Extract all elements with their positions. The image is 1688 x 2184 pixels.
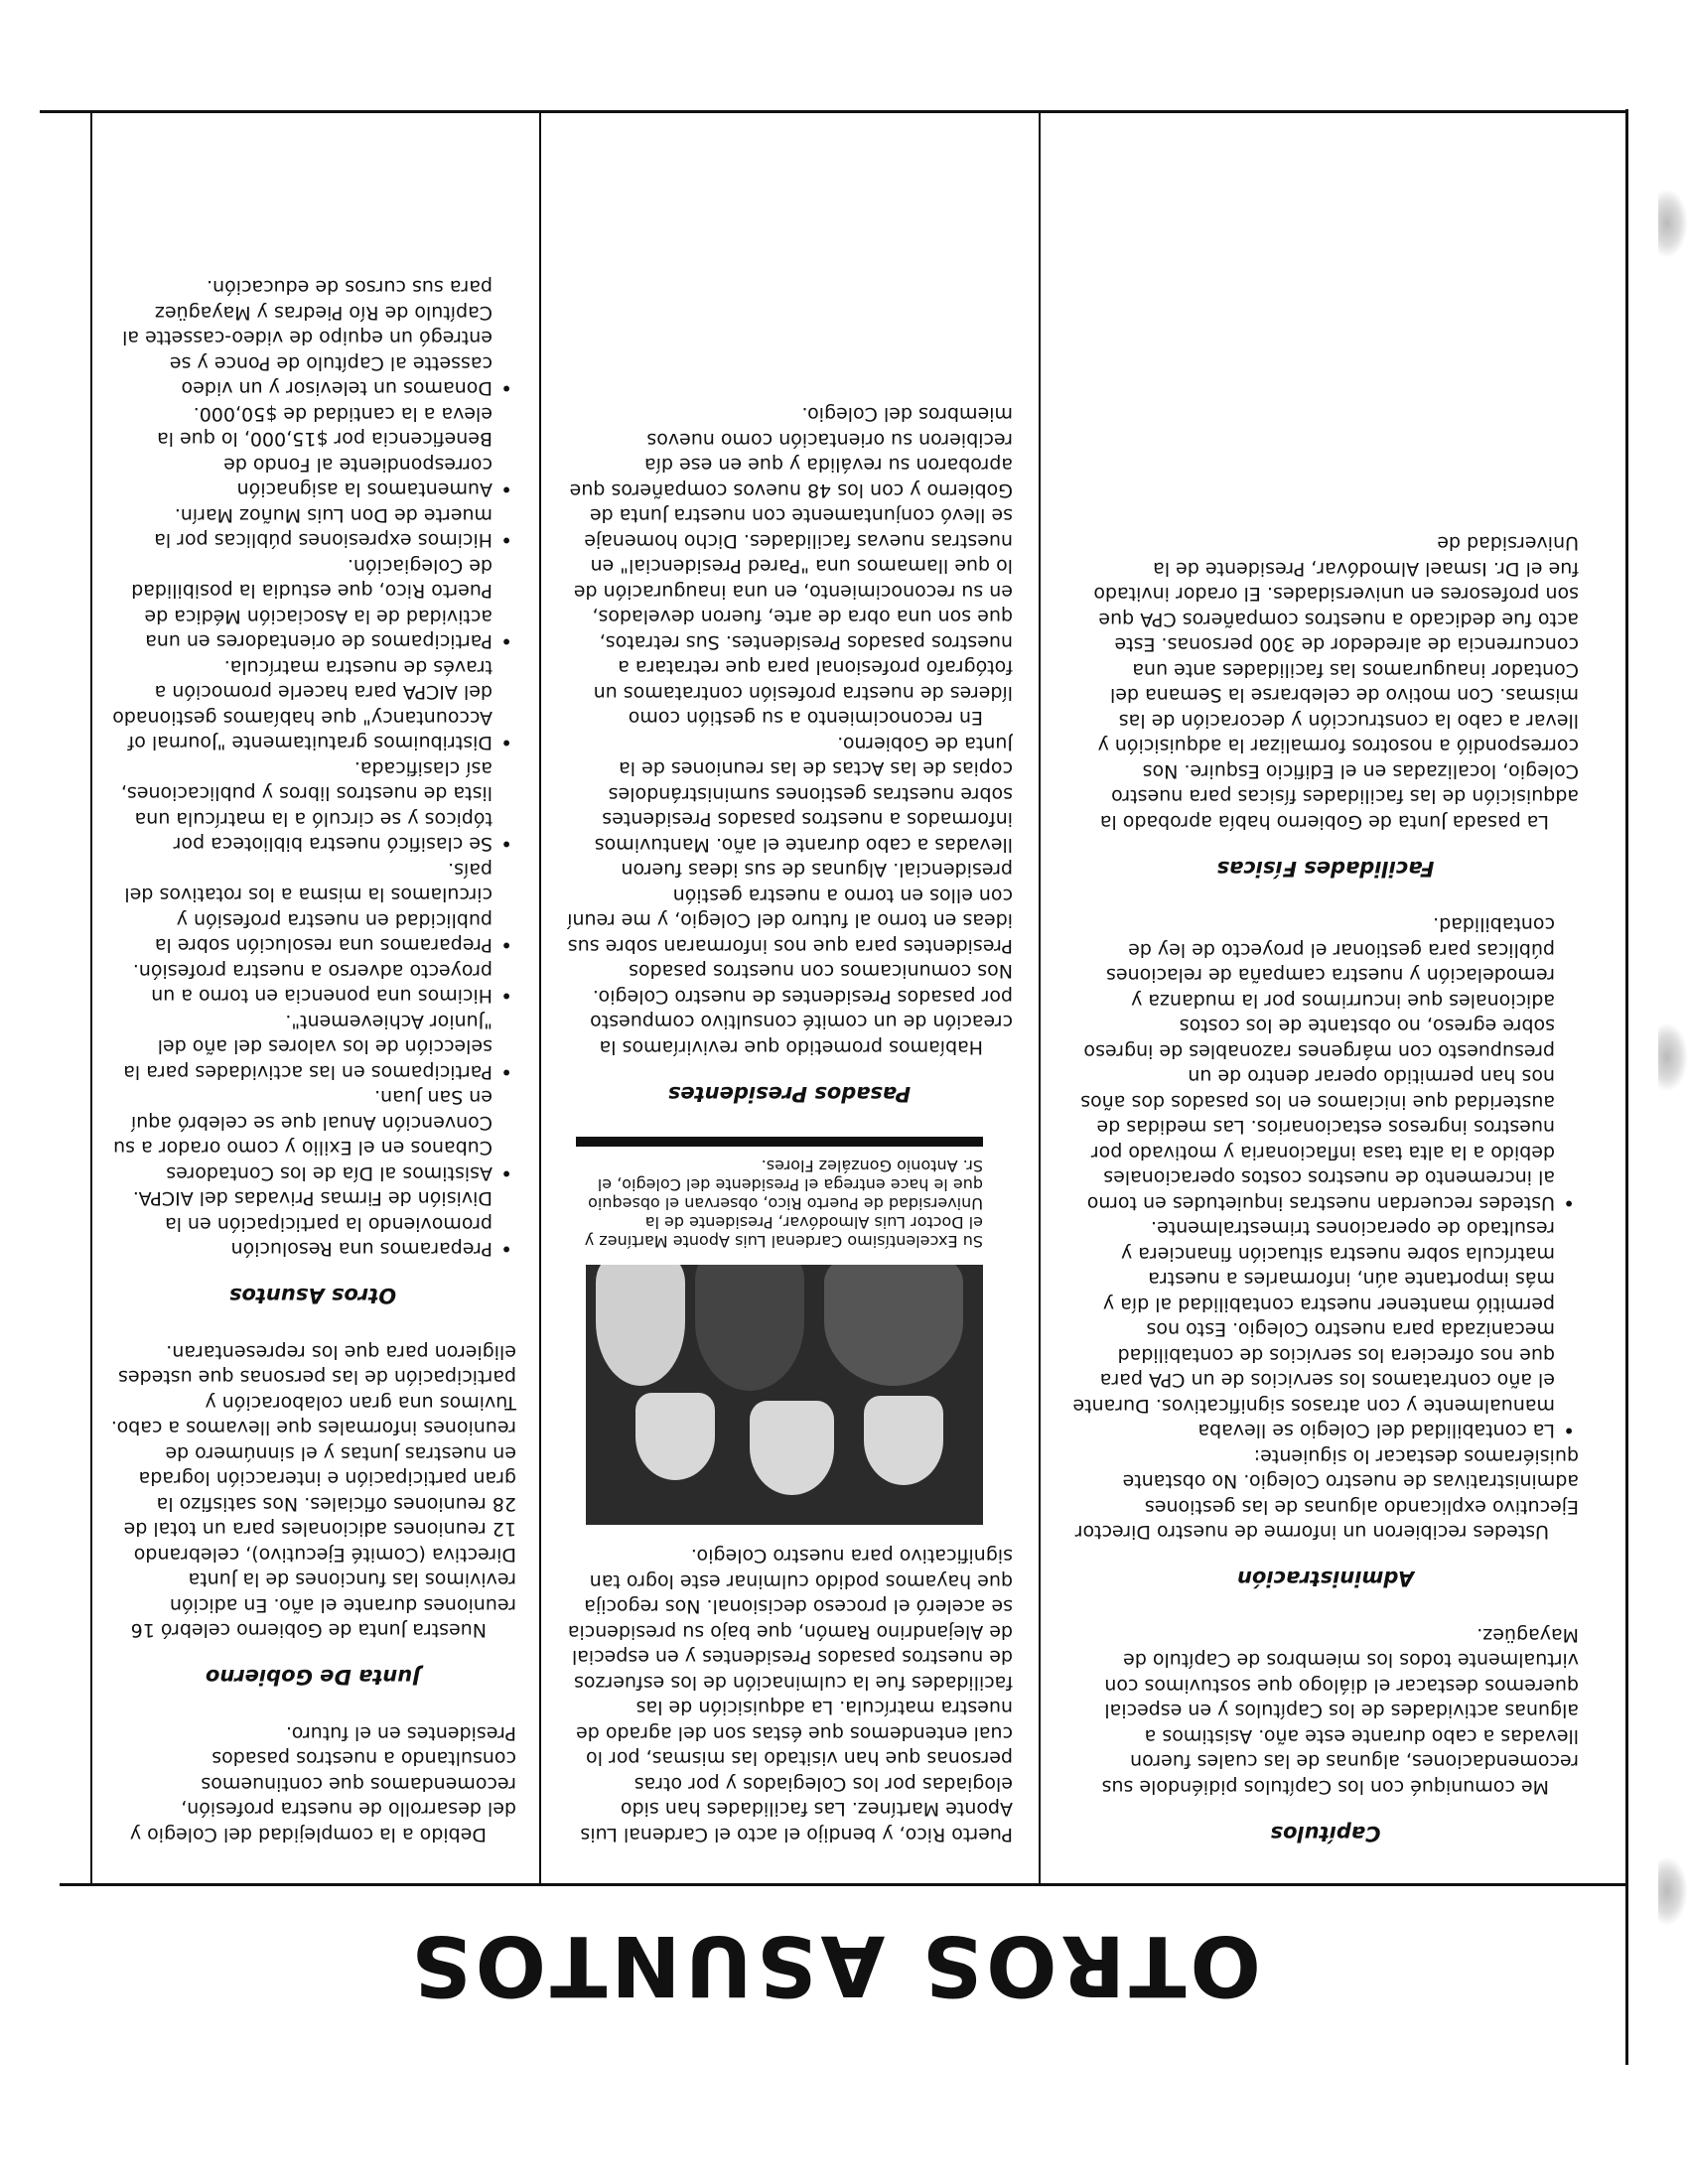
list-item: • Preparamos una resolución sobre la publicidad en nuestra profesión y circulamos la misma a los rotativos del país. bbox=[109, 857, 516, 958]
bullet-list bbox=[109, 274, 516, 1262]
heading-facilidades: Facilidades Físicas bbox=[1216, 857, 1435, 881]
column-left bbox=[1072, 79, 1579, 1846]
paragraph: Habíamos prometido que reviviríamos la creación de un comité consultivo compuesto por pasados Presidentes de nuestro Colegio. Nos comunicamos con nuestros pasados Presidentes para que nos informaran sobre sus ideas en torno al futuro del Colegio, y me reuní con ellos en torno a nuestra gestión presidencial. Algunas de sus ideas fueron llevadas a cabo durante el año. Mantuvimos informados a nuestros pasados Presidentes sobre nuestras gestiones suministrándoles copias de las Actas de las reuniones de la Junta de Gobierno. bbox=[567, 733, 1013, 1058]
event-photo bbox=[586, 1265, 983, 1525]
list-item: • Participamos de orientadores en una actividad de la Asociación Médica de Puerto Rico, que estudia la posibilidad de Colegiación. bbox=[109, 553, 516, 654]
list-item: • Aumentamos la asignación correspondiente al Fondo de Beneficencia por $15,000, lo que la eleva a la cantidad de $50,000. bbox=[109, 401, 516, 502]
paragraph: Nuestra Junta de Gobierno celebró 16 reuniones durante el año. En adición revivimos las funciones de la Junta Directiva (Comité Ejecutivo), celebrando 12 reuniones adicionales para un total de 28 reuniones oficiales. Nos satisfizo la gran participación e interacción lograda en nuestras Juntas y el sinnúmero de reuniones informales que llevamos a cabo. Tuvimos una gran colaboración y participación de las personas que ustedes eligieron para que los representaran. bbox=[110, 1341, 516, 1642]
heading-otros-asuntos: Otros Asuntos bbox=[228, 1284, 397, 1308]
list-item: • Hicimos expresiones públicas por la muerte de Don Luis Muñoz Marín. bbox=[109, 502, 516, 553]
page-title: OTROS ASUNTOS bbox=[407, 1917, 1261, 2014]
heading-junta-de-gobierno: Junta De Gobierno bbox=[205, 1665, 421, 1690]
list-item: • Hicimos una ponencia en torno a un proyecto adverso a nuestra profesión. bbox=[109, 958, 516, 1009]
heading-capitulos: Capítulos bbox=[1270, 1822, 1381, 1845]
list-item: • Distribuimos gratuitamente "Journal of Accountancy" que habíamos gestionado del AICPA para hacerle promoción a través de nuestra matrícula. bbox=[109, 654, 516, 755]
paragraph: Ustedes recibieron un informe de nuestro Director Ejecutivo explicando algunas de las gestiones administrativas de nuestro Colegio. No obstante quisiéramos destacar lo siguiente: bbox=[1074, 1445, 1579, 1544]
binder-hole bbox=[1658, 189, 1688, 258]
binder-hole bbox=[1658, 1856, 1688, 1926]
caption-bar bbox=[576, 1137, 983, 1147]
photo-figure bbox=[596, 1265, 685, 1386]
page-right-rule bbox=[90, 113, 92, 1884]
banner-rule bbox=[60, 1883, 1628, 1886]
paragraph: La pasada Junta de Gobierno había aprobado la adquisición de las facilidades físicas para nuestro Colegio, localizadas en el Edificio Esquire. Nos correspondió a nosotros formalizar la adquisición y llevar a cabo la construcción y decoración de las mismas. Con motivo de celebrarse la Semana del Contador inauguramos las facilidades ante una concurrencia de alrededor de 300 personas. Este acto fue dedicado a nuestros compañeros CPA que son profesores en universidades. El orador invitado fue el Dr. Ismael Almodóvar, Presidente de la Universidad de bbox=[1093, 532, 1579, 833]
photo-figure bbox=[635, 1393, 715, 1480]
photo-figure bbox=[824, 1265, 963, 1386]
heading-pasados-presidentes: Pasados Presidentes bbox=[667, 1082, 912, 1106]
paragraph: En reconocimiento a su gestión como líderes de nuestra profesión contratamos un fotógrafo profesional para que retratara a nuestros pasados Presidentes. Sus retratos, que son una obra de arte, fueron develados, en su reconocimiento, en una inauguración de lo que llamamos una "Pared Presidencial" en nuestras nuevas facilidades. Dicho homenaje se llevó conjuntamente con nuestra Junta de Gobierno y con los 48 nuevos compañeros que aprobaron su reválida y que en ese día recibieron su orientación como nuevos miembros del Colegio. bbox=[569, 403, 1013, 730]
list-item: • Participamos en las actividades para la selección de los valores del año del "Junior Achievement". bbox=[109, 1009, 516, 1085]
list-item: • Preparamos una Resolución promoviendo la participación en la División de Firmas Privadas del AICPA. bbox=[109, 1185, 516, 1262]
photo-figure bbox=[750, 1401, 834, 1495]
page-left-rule bbox=[1625, 109, 1628, 2065]
list-item: • Donamos un televisor y un video cassette al Capítulo de Ponce y se entregó un equipo de video-cassette al Capítulo de Río Piedras y Mayagüez para sus cursos de educación. bbox=[109, 274, 516, 401]
paragraph: Me comuniqué con los Capítulos pidiéndole sus recomendaciones, algunas de las cuales fueron llevadas a cabo durante este año. Asistimos a algunas actividades de los Capítulos y en especial queremos destacar el diálogo que sostuvimos con virtualmente todos los miembros de Capítulo de Mayagüez. bbox=[1101, 1624, 1579, 1798]
bullet-list bbox=[1072, 911, 1579, 1443]
paragraph: Puerto Rico, y bendijo el acto el Cardenal Luis Aponte Martínez. Las facilidades han sido elogiadas por los Colegiados y por otras personas que han visitado las mismas, por lo cual entendemos que éstas son del agrado de nuestra matrícula. La adquisición de las facilidades fue la culminación de los esfuerzos de nuestros pasados Presidentes y en especial de Alejandrino Ramón, que bajo su presidencia se aceleró el proceso decisional. Nos regocija que hayamos podido culminar este logro tan significativo para nuestro Colegio. bbox=[567, 1545, 1013, 1845]
column-middle bbox=[566, 79, 1013, 1846]
binder-hole bbox=[1658, 1023, 1688, 1092]
paragraph: Debido a la complejidad del Colegio y del desarrollo de nuestra profesión, recomendamos que continuemos consultando a nuestros pasados Presidentes en el futuro. bbox=[129, 1722, 516, 1845]
column-right bbox=[109, 79, 516, 1846]
photo-figure bbox=[695, 1265, 804, 1391]
photo-caption: Su Excelentísimo Cardenal Luis Aponte Martínez y el Doctor Luis Almodóvar, Presidente de la Universidad de Puerto Rico, observan el obsequio que le hace entrega el Presidente del Colegio, el Sr. Antonio González Flores. bbox=[584, 1157, 983, 1251]
column-divider-1 bbox=[1039, 113, 1041, 1884]
list-item: • Asistimos al Día de los Contadores Cubanos en el Exilio y como orador a su Convención Anual que se celebró aquí en San Juan. bbox=[109, 1084, 516, 1185]
column-divider-2 bbox=[539, 113, 541, 1884]
heading-administracion: Administración bbox=[1237, 1567, 1414, 1591]
photo-figure bbox=[864, 1396, 943, 1485]
list-item: • Ustedes recuerdan nuestras inquietudes en torno al incremento de nuestros costos operacionales debido a la alta tasa inflacionaria y motivado por nuestros ingresos estacionarios. Las medidas de austeridad que iniciamos en los pasados dos años nos han permitido operar dentro de un presupuesto con márgenes razonables de ingreso sobre egreso, no obstante de los costos adicionales que incurrimos por la mudanza y remodelación y nuestra campaña de relaciones públicas para gestionar el proyecto de ley de contabilidad. bbox=[1072, 911, 1579, 1215]
list-item: • Se clasificó nuestra biblioteca por tópicos y se circuló a la matrícula una lista de nuestros libros y publicaciones, así clasificada. bbox=[109, 755, 516, 857]
list-item: • La contabilidad del Colegio se llevaba manualmente y con atrasos significativos. Durante el año contratamos los servicios de un CPA para que nos ofreciera los servicios de contabilidad mecanizada para nuestro Colegio. Esto nos permitió mantener nuestra contabilidad al día y más importante aún, informarles a nuestra matrícula sobre nuestra situación financiera y resultado de operaciones trimestralmente. bbox=[1072, 1215, 1579, 1443]
